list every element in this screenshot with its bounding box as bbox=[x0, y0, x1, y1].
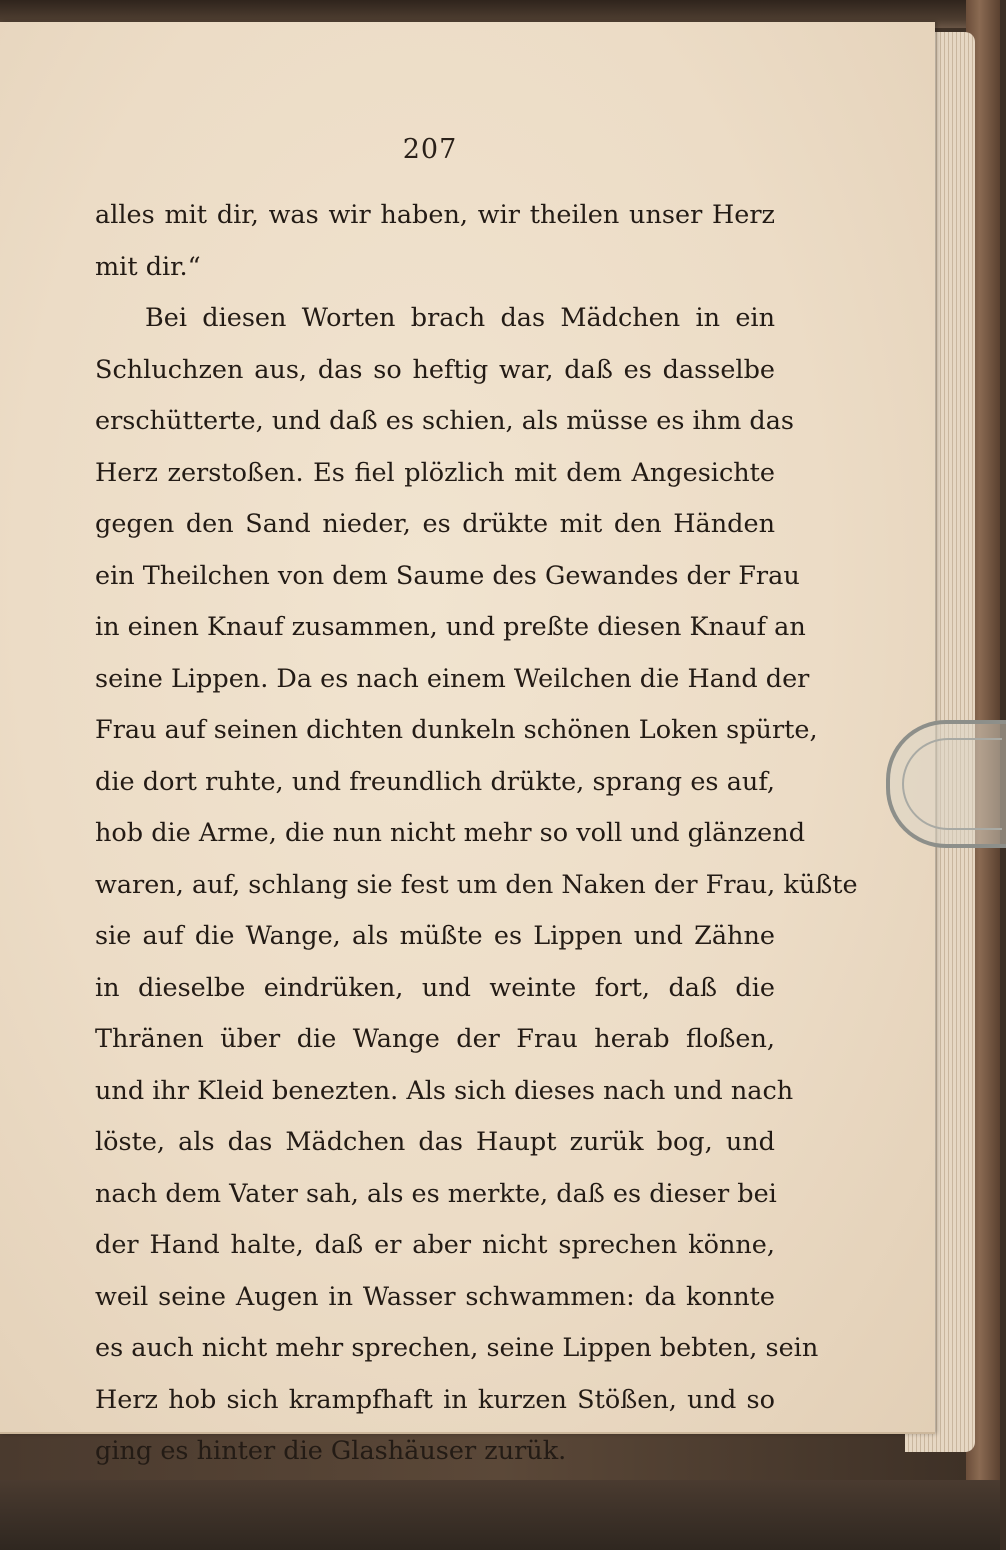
text-line: Frau auf seinen dichten dunkeln schönen Loken spürte, bbox=[95, 715, 818, 745]
text-line: weil seine Augen in Wasser schwammen: da konnte bbox=[95, 1281, 775, 1312]
text-line: Schluchzen aus, das so heftig war, daß es dasselbe bbox=[95, 354, 775, 385]
text-line: nach dem Vater sah, als es merkte, daß es dieser bei bbox=[95, 1178, 777, 1209]
page-text bbox=[95, 190, 858, 1478]
text-line: sie auf die Wange, als müßte es Lippen und Zähne bbox=[95, 921, 775, 951]
text-line: Herz hob sich krampfhaft in kurzen Stößen, und so bbox=[95, 1384, 775, 1415]
text-line: waren, auf, schlang sie fest um den Naken der Frau, küßte bbox=[95, 869, 858, 900]
text-line: gegen den Sand nieder, es drükte mit den Händen bbox=[95, 509, 775, 539]
text-line: und ihr Kleid benezten. Als sich dieses nach und nach bbox=[95, 1075, 794, 1106]
text-line: in dieselbe eindrüken, und weinte fort, daß die bbox=[95, 972, 775, 1003]
book-cover-bottom bbox=[0, 1480, 1000, 1550]
text-line: alles mit dir, was wir haben, wir theilen unser Herz bbox=[95, 200, 775, 230]
book-page bbox=[0, 22, 935, 1466]
text-line: ein Theilchen von dem Saume des Gewandes der Frau bbox=[95, 560, 800, 591]
text-line: seine Lippen. Da es nach einem Weilchen die Hand der bbox=[95, 663, 810, 694]
text-line: Bei diesen Worten brach das Mädchen in ein bbox=[145, 303, 775, 333]
page-number: 207 bbox=[402, 134, 458, 165]
text-line: Thränen über die Wange der Frau herab floßen, bbox=[95, 1024, 775, 1054]
text-line: löste, als das Mädchen das Haupt zurük bog, und bbox=[95, 1127, 775, 1157]
text-line: die dort ruhte, und freundlich drükte, sprang es auf, bbox=[95, 766, 775, 797]
text-line: erschütterte, und daß es schien, als müsse es ihm das bbox=[95, 406, 794, 436]
page-clip-inner bbox=[902, 738, 1002, 830]
text-line: in einen Knauf zusammen, und preßte diesen Knauf an bbox=[95, 612, 806, 642]
text-line: es auch nicht mehr sprechen, seine Lippen bebten, sein bbox=[95, 1333, 819, 1363]
text-line: der Hand halte, daß er aber nicht sprechen könne, bbox=[95, 1230, 775, 1260]
text-line: hob die Arme, die nun nicht mehr so voll und glänzend bbox=[95, 818, 806, 848]
text-line: ging es hinter die Glashäuser zurük. bbox=[95, 1436, 567, 1466]
page-clip bbox=[886, 720, 1006, 848]
text-line: Herz zerstoßen. Es fiel plözlich mit dem Angesichte bbox=[95, 457, 775, 488]
text-line: mit dir.“ bbox=[95, 251, 201, 282]
